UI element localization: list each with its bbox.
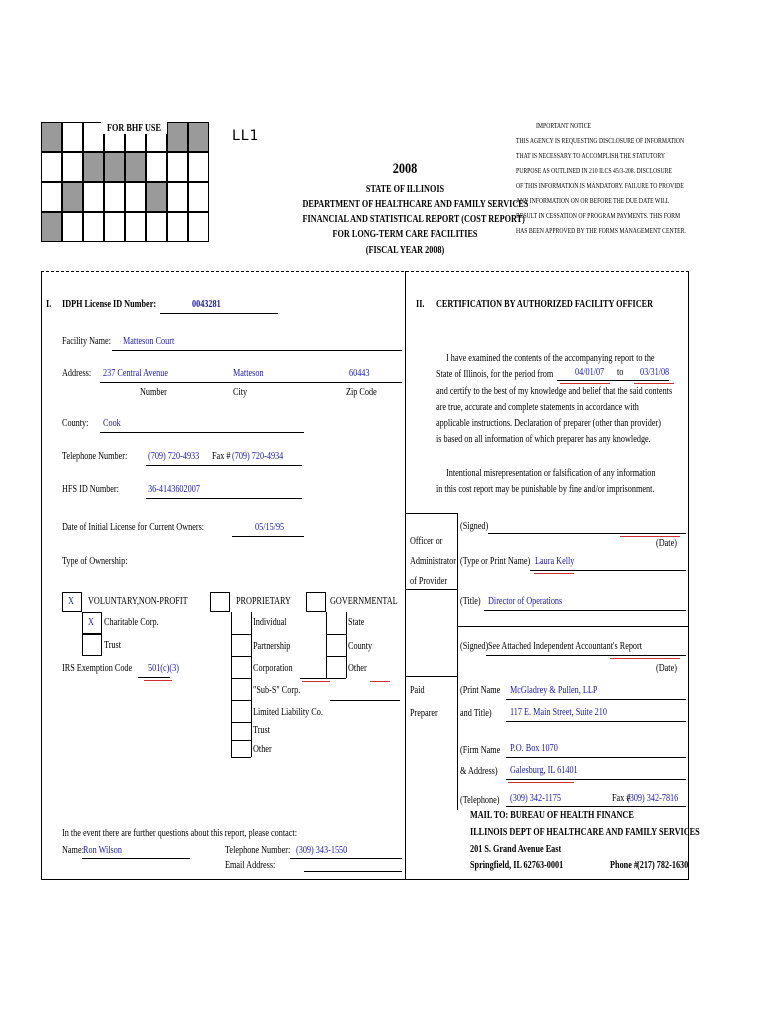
bottom-border — [41, 879, 689, 880]
street-value[interactable]: 237 Central Avenue — [103, 368, 168, 379]
license-label: IDPH License ID Number: — [62, 299, 157, 310]
irs-label: IRS Exemption Code — [62, 663, 133, 674]
contact-name-label: Name: — [62, 845, 84, 856]
cert-line: is based on all information of which preparer has any knowledge. — [436, 434, 651, 445]
cert-line: I have examined the contents of the accompanying report to the — [446, 353, 655, 364]
bhf-cell — [83, 182, 104, 212]
preparer-firm-value[interactable]: McGladrey & Pullen, LLP — [510, 685, 598, 696]
gov-other: Other — [348, 663, 367, 674]
header-line: DEPARTMENT OF HEALTHCARE AND FAMILY SERVICES — [302, 199, 529, 210]
contact-name-value[interactable]: Ron Wilson — [83, 845, 122, 856]
facility-name-value[interactable]: Matteson Court — [123, 336, 175, 347]
notice-line: THIS AGENCY IS REQUESTING DISCLOSURE OF INFORMATION — [516, 137, 685, 145]
cert-line: applicable instructions. Declaration of preparer (other than provider) — [436, 418, 661, 429]
preparer-fax-value[interactable]: (309) 342-7816 — [627, 793, 679, 804]
period-to[interactable]: 03/31/08 — [640, 367, 670, 378]
bhf-cell — [62, 212, 83, 242]
city-value[interactable]: Matteson — [233, 368, 264, 379]
voluntary-mark: X — [68, 596, 74, 607]
prop-sub-s: "Sub-S" Corp. — [253, 685, 301, 696]
bhf-use-grid — [41, 122, 212, 244]
notice-line: RESULT IN CESSATION OF PROGRAM PAYMENTS. THIS FORM — [516, 212, 681, 220]
contact-tel-label: Telephone Number: — [225, 845, 291, 856]
charitable-label: Charitable Corp. — [104, 617, 159, 628]
notice-line: ANY INFORMATION ON OR BEFORE THE DUE DATE WILL — [516, 197, 670, 205]
prop-corporation: Corporation — [253, 663, 293, 674]
firm-po-value[interactable]: P.O. Box 1070 — [510, 743, 558, 754]
hfs-value[interactable]: 36-4143602007 — [148, 484, 200, 495]
officer-label: Administrator — [410, 556, 457, 567]
bhf-cell — [188, 212, 209, 242]
phone-label: Telephone Number: — [62, 451, 128, 462]
firm-name-label: (Firm Name — [460, 745, 501, 756]
header-line: (FISCAL YEAR 2008) — [365, 245, 445, 256]
prop-trust: Trust — [253, 725, 271, 736]
bhf-cell — [104, 152, 125, 182]
bhf-cell — [62, 182, 83, 212]
preparer-date-label: (Date) — [656, 663, 677, 674]
section-1-number: I. — [46, 299, 52, 310]
prop-other: Other — [253, 744, 272, 755]
hfs-label: HFS ID Number: — [62, 484, 119, 495]
warning-line: Intentional misrepresentation or falsification of any information — [446, 468, 656, 479]
cert-line: State of Illinois, for the period from — [436, 369, 554, 380]
governmental-label: GOVERNMENTAL — [330, 596, 398, 607]
bhf-cell — [41, 212, 62, 242]
initial-license-value[interactable]: 05/15/95 — [255, 522, 285, 533]
bhf-cell — [146, 182, 167, 212]
telephone-value[interactable]: (309) 342-1175 — [510, 793, 561, 804]
firm-city-value[interactable]: Galesburg, IL 61401 — [510, 765, 578, 776]
number-sublabel: Number — [140, 387, 167, 398]
zip-value[interactable]: 60443 — [349, 368, 370, 379]
left-border — [41, 271, 42, 879]
officer-name-value[interactable]: Laura Kelly — [535, 556, 575, 567]
bhf-cell — [125, 152, 146, 182]
header-line: FOR LONG-TERM CARE FACILITIES — [332, 229, 478, 240]
header-line: FINANCIAL AND STATISTICAL REPORT (COST REPORT) — [302, 214, 525, 225]
top-dashed-border — [41, 271, 689, 272]
bhf-cell — [167, 212, 188, 242]
contact-tel-value[interactable]: (309) 343-1550 — [296, 845, 348, 856]
governmental-checkbox[interactable] — [306, 592, 326, 612]
bhf-cell — [125, 182, 146, 212]
prop-partnership: Partnership — [253, 641, 291, 652]
bhf-cell — [41, 152, 62, 182]
and-title-label: and Title) — [460, 708, 492, 719]
bhf-cell — [167, 152, 188, 182]
fax-label: Fax # — [212, 451, 231, 462]
bhf-cell — [146, 212, 167, 242]
bhf-cell — [41, 182, 62, 212]
paid-preparer-label: Paid — [410, 685, 425, 696]
bhf-cell — [83, 212, 104, 242]
bhf-cell — [167, 182, 188, 212]
bhf-cell — [188, 122, 209, 152]
license-value[interactable]: 0043281 — [192, 299, 221, 310]
notice-line: PURPOSE AS OUTLINED IN 210 ILCS 45/3-208. DISCLOSURE — [516, 167, 672, 175]
bhf-cell — [188, 152, 209, 182]
notice-title: IMPORTANT NOTICE — [536, 122, 592, 130]
preparer-fax-label: Fax # — [612, 793, 631, 804]
bhf-cell — [104, 182, 125, 212]
cert-line: and certify to the best of my knowledge and belief that the said contents — [436, 386, 673, 397]
header-line: STATE OF ILLINOIS — [365, 184, 445, 195]
mail-to-line: Springfield, IL 62763-0001 — [470, 860, 564, 871]
telephone-label: (Telephone) — [460, 795, 500, 806]
officer-signed-label: (Signed) — [460, 521, 489, 532]
mail-to-line: MAIL TO: BUREAU OF HEALTH FINANCE — [470, 810, 634, 821]
section-divider — [405, 271, 406, 879]
officer-label: Officer or — [410, 536, 443, 547]
notice-line: THAT IS NECESSARY TO ACCOMPLISH THE STATUTORY — [516, 152, 666, 160]
warning-line: in this cost report may be punishable by fine and/or imprisonment. — [436, 484, 655, 495]
bhf-cell — [188, 182, 209, 212]
print-name-label: (Print Name — [460, 685, 501, 696]
officer-date-label: (Date) — [656, 538, 677, 549]
type-name-label: (Type or Print Name) — [460, 556, 531, 567]
mail-to-line: ILLINOIS DEPT OF HEALTHCARE AND FAMILY SERVICES — [470, 827, 700, 838]
county-value[interactable]: Cook — [103, 418, 121, 429]
proprietary-label: PROPRIETARY — [236, 596, 291, 607]
preparer-signed-label: (Signed) — [460, 641, 489, 652]
bhf-cell — [62, 122, 83, 152]
paid-preparer-label: Preparer — [410, 708, 438, 719]
form-code: LL1 — [232, 128, 260, 144]
notice-line: OF THIS INFORMATION IS MANDATORY. FAILURE TO PROVIDE — [516, 182, 684, 190]
gov-state: State — [348, 617, 365, 628]
section-2-number: II. — [416, 299, 425, 310]
bhf-cell — [167, 122, 188, 152]
officer-label: of Provider — [410, 576, 448, 587]
bureau-phone-value: (217) 782-1630 — [637, 860, 689, 871]
form-year: 2008 — [392, 161, 418, 177]
bhf-cell — [41, 122, 62, 152]
right-border — [688, 271, 689, 879]
prop-individual: Individual — [253, 617, 287, 628]
bhf-cell — [62, 152, 83, 182]
gov-county: County — [348, 641, 373, 652]
bhf-cell — [83, 152, 104, 182]
bhf-cell — [146, 152, 167, 182]
title-label: (Title) — [460, 596, 481, 607]
mail-to-line: 201 S. Grand Avenue East — [470, 844, 562, 855]
to-label: to — [617, 367, 624, 378]
prop-llc: Limited Liability Co. — [253, 707, 323, 718]
preparer-signed-value[interactable]: See Attached Independent Accountant's Report — [488, 641, 643, 652]
bhf-cell — [104, 212, 125, 242]
period-from[interactable]: 04/01/07 — [575, 367, 605, 378]
firm-address-label: & Address) — [460, 766, 498, 777]
notice-line: HAS BEEN APPROVED BY THE FORMS MANAGEMENT CENTER. — [516, 227, 686, 235]
facility-label: Facility Name: — [62, 336, 111, 347]
cert-line: are true, accurate and complete statements in accordance with — [436, 402, 639, 413]
preparer-street-value[interactable]: 117 E. Main Street, Suite 210 — [510, 707, 607, 718]
charitable-mark: X — [88, 617, 94, 628]
trust-label: Trust — [104, 640, 122, 651]
proprietary-checkbox[interactable] — [210, 592, 230, 612]
questions-text: In the event there are further questions about this report, please contact: — [62, 828, 297, 839]
ownership-label: Type of Ownership: — [62, 556, 128, 567]
county-label: County: — [62, 418, 89, 429]
zip-sublabel: Zip Code — [346, 387, 377, 398]
officer-title-value[interactable]: Director of Operations — [488, 596, 563, 607]
bhf-cell — [125, 212, 146, 242]
fax-value[interactable]: (709) 720-4934 — [232, 451, 284, 462]
section-2-title: CERTIFICATION BY AUTHORIZED FACILITY OFFICER — [436, 299, 654, 310]
phone-value[interactable]: (709) 720-4933 — [148, 451, 200, 462]
bureau-phone-label: Phone # — [610, 860, 639, 871]
bhf-label: FOR BHF USE — [107, 123, 161, 134]
voluntary-label: VOLUNTARY,NON-PROFIT — [88, 596, 188, 607]
initial-license-label: Date of Initial License for Current Owners: — [62, 522, 205, 533]
irs-value[interactable]: 501(c)(3) — [148, 663, 179, 674]
contact-email-label: Email Address: — [225, 860, 276, 871]
address-label: Address: — [62, 368, 92, 379]
trust-checkbox[interactable] — [82, 634, 102, 656]
city-sublabel: City — [233, 387, 248, 398]
